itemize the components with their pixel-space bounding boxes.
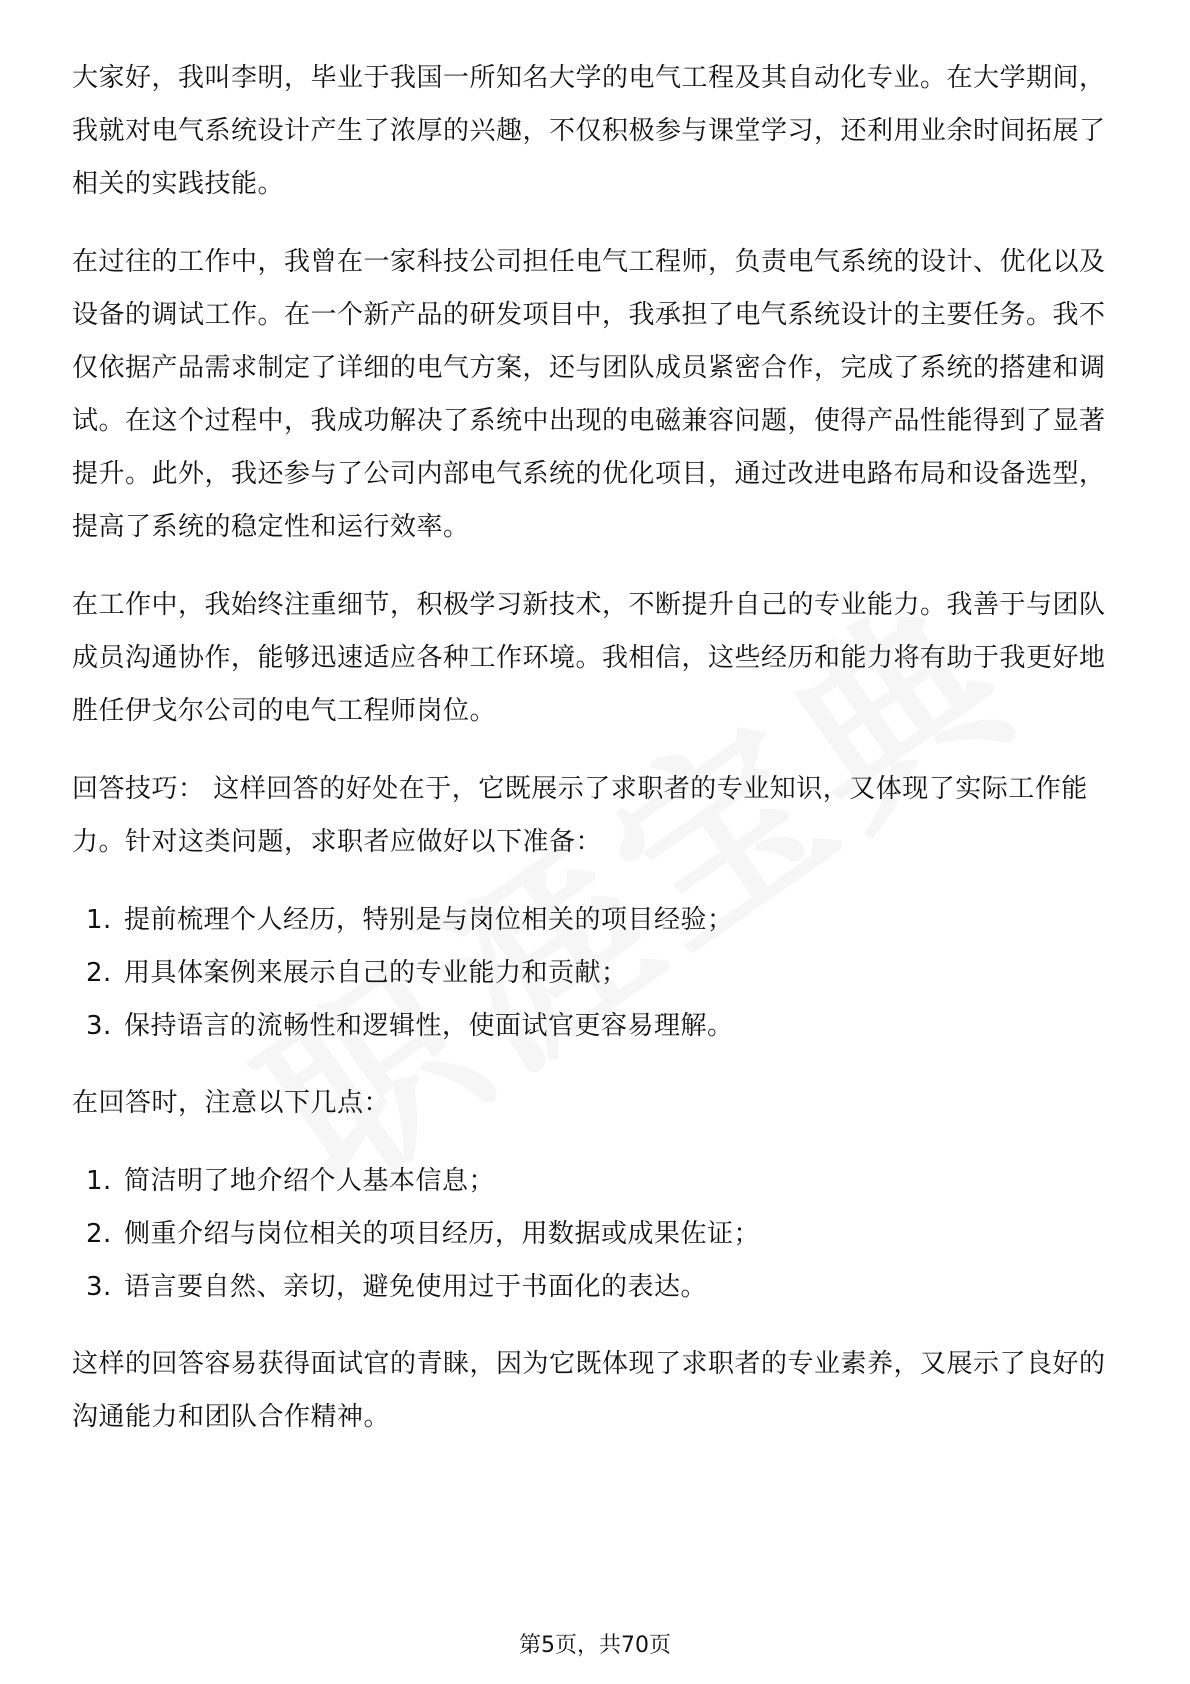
list-number: 1. bbox=[86, 905, 112, 935]
notes-list bbox=[72, 1155, 1122, 1314]
experience-paragraph: 在过往的工作中，我曾在一家科技公司担任电气工程师，负责电气系统的设计、优化以及设备的调试工作。在一个新产品的研发项目中，我承担了电气系统设计的主要任务。我不仅依据产品需求制定了详细的电气方案，还与团队成员紧密合作，完成了系统的搭建和调试。在这个过程中，我成功解决了系统中出现的电磁兼容问题，使得产品性能得到了显著提升。此外，我还参与了公司内部电气系统的优化项目，通过改进电路布局和设备选型，提高了系统的稳定性和运行效率。 bbox=[72, 247, 1106, 542]
list-text: 保持语言的流畅性和逻辑性，使面试官更容易理解。 bbox=[124, 1011, 734, 1041]
list-number: 3. bbox=[86, 1272, 112, 1302]
list-item bbox=[86, 947, 1122, 1000]
notes-intro: 在回答时，注意以下几点： bbox=[72, 1088, 391, 1118]
preparation-list bbox=[72, 894, 1122, 1053]
closing-paragraph: 这样的回答容易获得面试官的青睐，因为它既体现了求职者的专业素养，又展示了良好的沟通能力和团队合作精神。 bbox=[72, 1349, 1106, 1432]
list-item bbox=[86, 1261, 1122, 1314]
strengths-paragraph: 在工作中，我始终注重细节，积极学习新技术，不断提升自己的专业能力。我善于与团队成员沟通协作，能够迅速适应各种工作环境。我相信，这些经历和能力将有助于我更好地胜任伊戈尔公司的电气工程师岗位。 bbox=[72, 590, 1106, 726]
list-text: 侧重介绍与岗位相关的项目经历，用数据或成果佐证； bbox=[124, 1219, 761, 1249]
list-text: 用具体案例来展示自己的专业能力和贡献； bbox=[124, 958, 628, 988]
list-text: 语言要自然、亲切，避免使用过于书面化的表达。 bbox=[124, 1272, 708, 1302]
list-number: 2. bbox=[86, 958, 112, 988]
list-item bbox=[86, 1155, 1122, 1208]
list-item bbox=[86, 1000, 1122, 1053]
list-number: 3. bbox=[86, 1011, 112, 1041]
list-number: 1. bbox=[86, 1166, 112, 1196]
list-text: 提前梳理个人经历，特别是与岗位相关的项目经验； bbox=[124, 905, 734, 935]
intro-paragraph: 大家好，我叫李明，毕业于我国一所知名大学的电气工程及其自动化专业。在大学期间，我就对电气系统设计产生了浓厚的兴趣，不仅积极参与课堂学习，还利用业余时间拓展了相关的实践技能。 bbox=[72, 63, 1106, 199]
list-number: 2. bbox=[86, 1219, 112, 1249]
list-item bbox=[86, 1208, 1122, 1261]
list-item bbox=[86, 894, 1122, 947]
list-text: 简洁明了地介绍个人基本信息； bbox=[124, 1166, 496, 1196]
tips-paragraph: 回答技巧： 这样回答的好处在于，它既展示了求职者的专业知识，又体现了实际工作能力。针对这类问题，求职者应做好以下准备： bbox=[72, 774, 1088, 857]
page-number: 第5页，共70页 bbox=[519, 1633, 671, 1658]
document-body bbox=[72, 52, 1122, 1469]
